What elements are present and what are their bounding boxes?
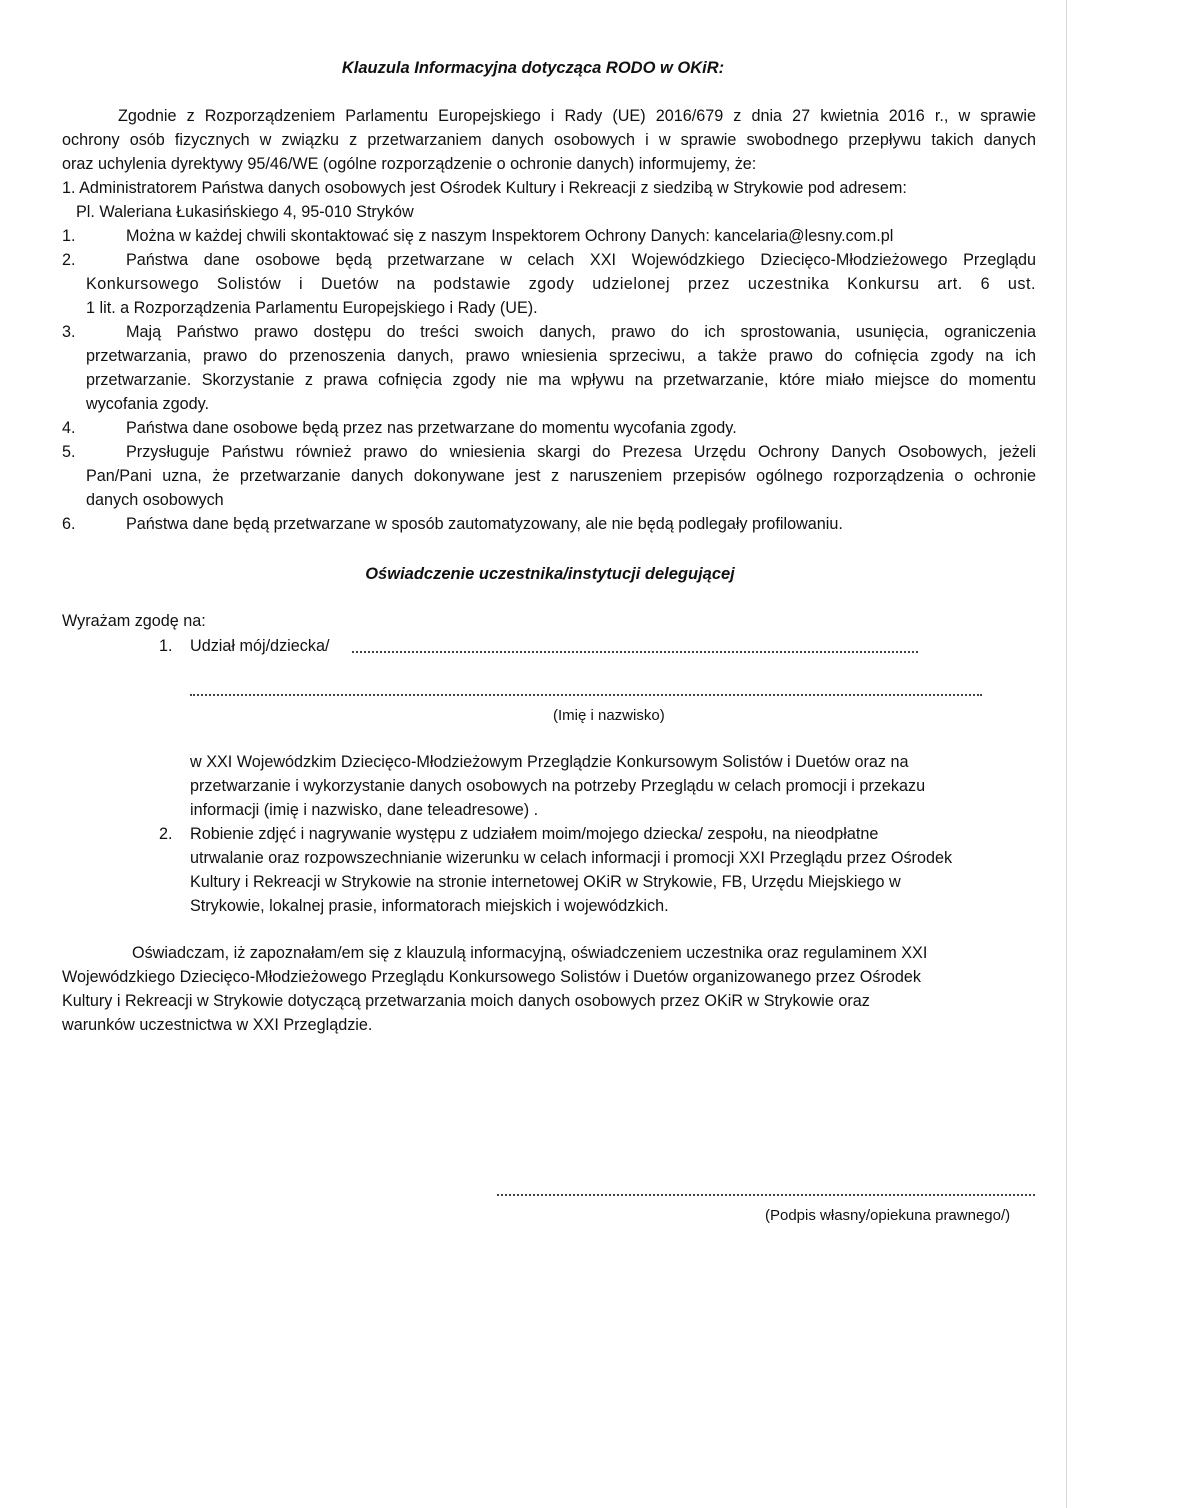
item-5-line-1: Przysługuje Państwu również prawo do wniesienia skargi do Prezesa Urzędu Ochrony Danych Osobowych, jeżeli [126, 443, 1036, 461]
item-5-line-3: danych osobowych [86, 491, 224, 509]
item-3-line-2: przetwarzania, prawo do przenoszenia danych, prawo wniesienia sprzeciwu, a także prawo do cofnięcia zgody na ich [86, 347, 1036, 365]
declaration-line-1: Oświadczam, iż zapoznałam/em się z klauzulą informacyjną, oświadczeniem uczestnika oraz regulaminem XXI [132, 944, 928, 962]
item-2-number: 2. [62, 251, 76, 269]
item-3-line-4: wycofania zgody. [86, 395, 209, 413]
item-3-line-1: Mają Państwo prawo dostępu do treści swoich danych, prawo do ich sprostowania, usunięcia, ograniczenia [126, 323, 1036, 341]
consent-intro: Wyrażam zgodę na: [62, 612, 206, 630]
intro-line-2: ochrony osób fizycznych w związku z przetwarzaniem danych osobowych i w sprawie swobodnego przepływu takich danych [62, 131, 1036, 149]
intro-line-3: oraz uchylenia dyrektywy 95/46/WE (ogólne rozporządzenie o ochronie danych) informujemy, że: [62, 155, 757, 173]
declaration-line-4: warunków uczestnictwa w XXI Przeglądzie. [62, 1016, 373, 1034]
document-title: Klauzula Informacyjna dotycząca RODO w OKiR: [341, 59, 725, 77]
consent-item-2-line-4: Strykowie, lokalnej prasie, informatorach miejskich i wojewódzkich. [190, 897, 669, 915]
statement-title: Oświadczenie uczestnika/instytucji delegującej [365, 565, 735, 583]
item-1-number: 1. [62, 227, 76, 245]
name-caption: (Imię i nazwisko) [553, 707, 665, 724]
consent-item-2-number: 2. [159, 825, 173, 843]
signature-caption: (Podpis własny/opiekuna prawnego/) [765, 1207, 1011, 1224]
admin-address: Pl. Waleriana Łukasińskiego 4, 95-010 Stryków [76, 203, 414, 221]
item-6-number: 6. [62, 515, 76, 533]
right-margin [1067, 0, 1200, 1508]
item-2-line-2: Konkursowego Solistów i Duetów na podstawie zgody udzielonej przez uczestnika Konkursu art. 6 ust. [86, 275, 1036, 293]
consent-item-1-line-2: przetwarzanie i wykorzystanie danych osobowych na potrzeby Przeglądu w celach promocji i przekazu [190, 777, 926, 795]
item-3-number: 3. [62, 323, 76, 341]
name-fill-line-1[interactable] [352, 651, 918, 653]
declaration-line-2: Wojewódzkiego Dziecięco-Młodzieżowego Przeglądu Konkursowego Solistów i Duetów organizowanego przez Ośrodek [62, 968, 921, 986]
consent-item-2-line-1: Robienie zdjęć i nagrywanie występu z udziałem moim/mojego dziecka/ zespołu, na nieodpłatne [190, 825, 879, 843]
item-2-line-1: Państwa dane osobowe będą przetwarzane w celach XXI Wojewódzkiego Dziecięco-Młodzieżowego Przeglądu [126, 251, 1036, 269]
item-5-number: 5. [62, 443, 76, 461]
name-fill-line-2[interactable] [190, 694, 982, 696]
item-4-line-1: Państwa dane osobowe będą przez nas przetwarzane do momentu wycofania zgody. [126, 419, 737, 437]
consent-item-1-line-3: informacji (imię i nazwisko, dane teleadresowe) . [190, 801, 539, 819]
signature-fill-line[interactable] [497, 1194, 1035, 1196]
admin-line-1: 1. Administratorem Państwa danych osobowych jest Ośrodek Kultury i Rekreacji z siedzibą w Strykowie pod adresem: [62, 179, 907, 197]
intro-line-1: Zgodnie z Rozporządzeniem Parlamentu Europejskiego i Rady (UE) 2016/679 z dnia 27 kwietnia 2016 r., w sprawie [118, 107, 1036, 125]
declaration-line-3: Kultury i Rekreacji w Strykowie dotyczącą przetwarzania moich danych osobowych przez OKiR w Strykowie oraz [62, 992, 870, 1010]
consent-item-2-line-2: utrwalanie oraz rozpowszechnianie wizerunku w celach informacji i promocji XXI Przeglądu przez Ośrodek [190, 849, 953, 867]
item-5-line-2: Pan/Pani uzna, że przetwarzanie danych dokonywane jest z naruszeniem przepisów ogólnego rozporządzenia o ochronie [86, 467, 1036, 485]
item-2-line-3: 1 lit. a Rozporządzenia Parlamentu Europejskiego i Rady (UE). [86, 299, 538, 317]
consent-item-2-line-3: Kultury i Rekreacji w Strykowie na stronie internetowej OKiR w Strykowie, FB, Urzędu Miejskiego w [190, 873, 901, 891]
consent-item-1-label: Udział mój/dziecka/ [190, 637, 330, 655]
item-6-line-1: Państwa dane będą przetwarzane w sposób zautomatyzowany, ale nie będą podlegały profilowaniu. [126, 515, 843, 533]
item-3-line-3: przetwarzanie. Skorzystanie z prawa cofnięcia zgody nie ma wpływu na przetwarzanie, które miało miejsce do momentu [86, 371, 1036, 389]
consent-item-1-number: 1. [159, 637, 173, 655]
consent-item-1-line-1: w XXI Wojewódzkim Dziecięco-Młodzieżowym Przeglądzie Konkursowym Solistów i Duetów oraz na [190, 753, 909, 771]
item-4-number: 4. [62, 419, 76, 437]
item-1-line-1: Można w każdej chwili skontaktować się z naszym Inspektorem Ochrony Danych: kancelaria@lesny.com.pl [126, 227, 894, 245]
